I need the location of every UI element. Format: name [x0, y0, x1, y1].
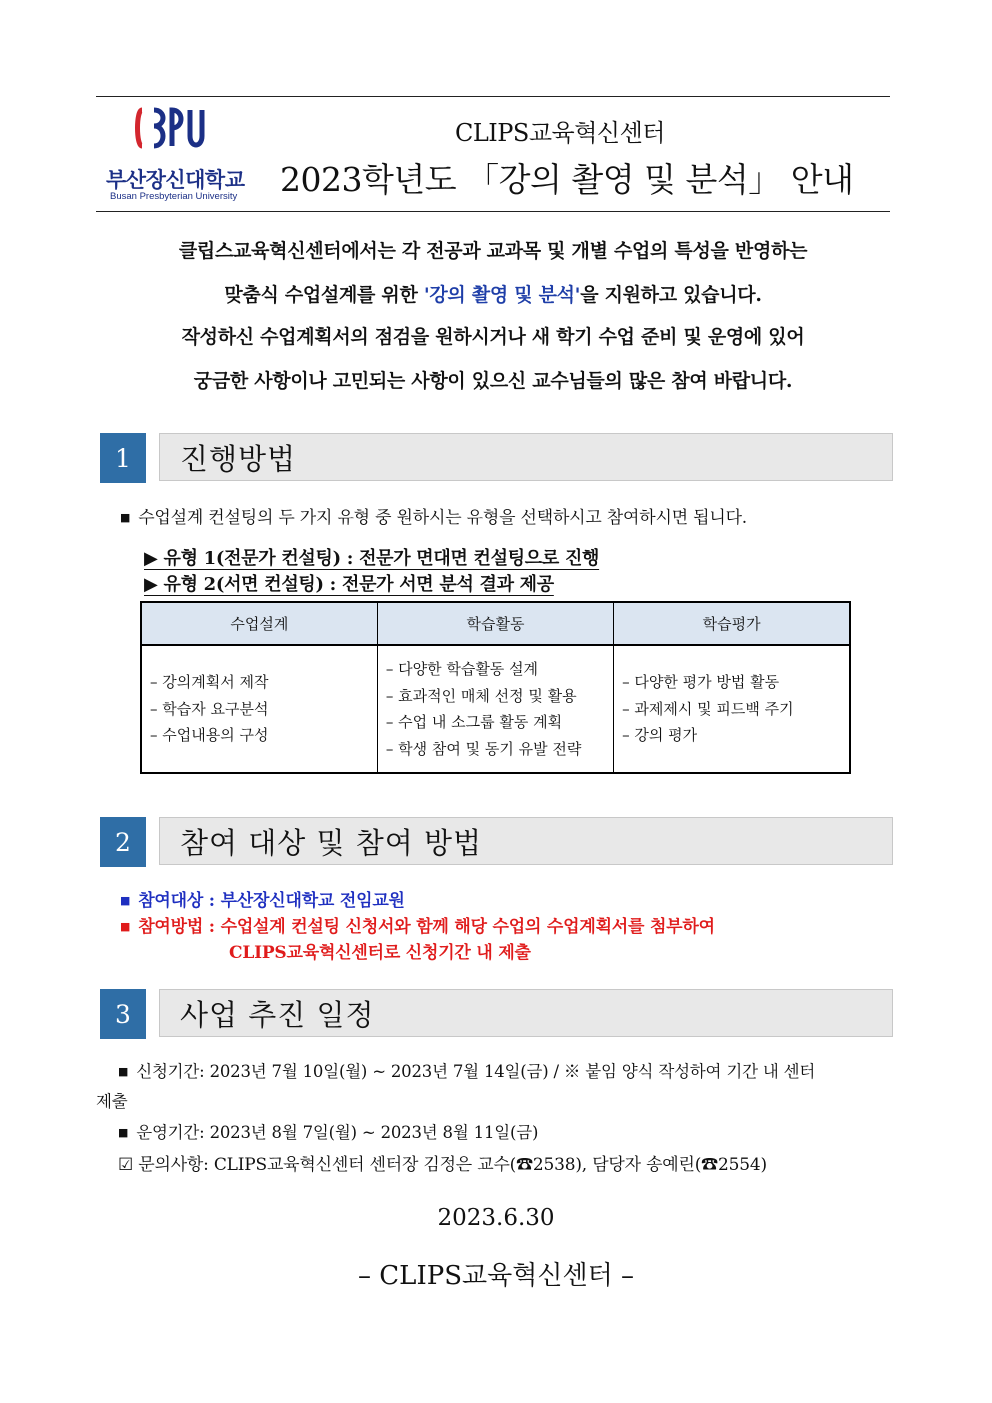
document-date: 2023.6.30	[437, 1205, 555, 1231]
intro-line-1: 클립스교육혁신센터에서는 각 전공과 교과목 및 개별 수업의 특성을 반영하는	[178, 240, 808, 262]
operation-period	[118, 1119, 538, 1143]
square-bullet-icon: ■	[120, 920, 131, 933]
title-rule	[96, 211, 890, 212]
document-title: 2023학년도 「강의 촬영 및 분석」 안내	[280, 160, 854, 199]
participation-method	[120, 912, 715, 937]
section-2-title: 참여 대상 및 참여 방법	[159, 817, 893, 865]
section-1-number: 1	[100, 433, 146, 483]
list-item: – 학습자 요구분석	[150, 699, 269, 718]
type-1-line: ▶ 유형 1(전문가 컨설팅) : 전문가 면대면 컨설팅으로 진행	[144, 548, 600, 569]
center-name: CLIPS교육혁신센터	[455, 119, 665, 147]
square-bullet-icon: ■	[118, 1126, 129, 1139]
list-item: – 과제제시 및 피드백 주기	[622, 699, 794, 718]
square-bullet-icon: ■	[120, 511, 131, 524]
section-2-number: 2	[100, 817, 146, 867]
type-2-line: ▶ 유형 2(서면 컨설팅) : 전문가 서면 분석 결과 제공	[144, 574, 554, 595]
participation-target	[120, 886, 405, 911]
square-bullet-icon: ■	[118, 1065, 129, 1078]
table-row	[141, 645, 850, 773]
participation-method-line-2: CLIPS교육혁신센터로 신청기간 내 제출	[229, 943, 531, 963]
intro-line-2-pre: 맞춤식 수업설계를 위한	[224, 284, 424, 306]
list-item: – 학생 참여 및 동기 유발 전략	[385, 739, 582, 758]
top-rule	[96, 96, 890, 97]
table-header: 수업설계	[141, 602, 377, 645]
section-3-number: 3	[100, 989, 146, 1039]
square-bullet-icon: ■	[120, 894, 131, 907]
operation-period-text: 운영기간: 2023년 8월 7일(월) ~ 2023년 8월 11일(금)	[136, 1123, 539, 1142]
footer-signature: – CLIPS교육혁신센터 –	[358, 1261, 634, 1291]
list-item: – 강의계획서 제작	[150, 673, 269, 692]
table-header: 학습활동	[377, 602, 613, 645]
list-item: – 효과적인 매체 선정 및 활용	[385, 686, 577, 705]
table-cell-design	[141, 645, 377, 773]
section-1-description-text: 수업설계 컨설팅의 두 가지 유형 중 원하시는 유형을 선택하시고 참여하시면 됩니다.	[138, 508, 747, 528]
intro-line-2	[96, 280, 890, 307]
list-item: – 수업내용의 구성	[150, 726, 269, 745]
logo-english-text: Busan Presbyterian University	[110, 191, 238, 202]
list-item: – 강의 평가	[622, 726, 698, 745]
application-period-text: 신청기간: 2023년 7월 10일(월) ~ 2023년 7월 14일(금) / ※ 붙임 양식 작성하여 기간 내 센터	[136, 1062, 816, 1081]
table-header: 학습평가	[614, 602, 850, 645]
logo-korean-text: 부산장신대학교	[106, 168, 245, 192]
section-3-title: 사업 추진 일정	[159, 989, 893, 1037]
contact-info: ☑ 문의사항: CLIPS교육혁신센터 센터장 김정은 교수(☎2538), 담당자 송예린(☎2554)	[118, 1155, 767, 1175]
section-1-title: 진행방법	[159, 433, 893, 481]
participation-method-text: 참여방법 : 수업설계 컨설팅 신청서와 함께 해당 수업의 수업계획서를 첨부하여	[138, 917, 715, 937]
table-header-row	[141, 602, 850, 645]
list-item: – 수업 내 소그룹 활동 계획	[385, 713, 563, 731]
participation-target-text: 참여대상 : 부산장신대학교 전임교원	[138, 891, 405, 911]
intro-line-4: 궁금한 사항이나 고민되는 사항이 있으신 교수님들의 많은 참여 바랍니다.	[193, 370, 793, 392]
intro-line-3: 작성하신 수업계획서의 점검을 원하시거나 새 학기 수업 준비 및 운영에 있어	[181, 326, 805, 348]
university-logo	[104, 104, 245, 204]
application-period	[118, 1058, 815, 1082]
intro-line-2-post: 을 지원하고 있습니다.	[580, 284, 762, 306]
consulting-table	[140, 601, 851, 774]
list-item: – 다양한 평가 방법 활동	[622, 673, 780, 692]
logo-mark-icon	[134, 106, 206, 150]
table-cell-activity	[377, 645, 613, 773]
intro-highlight: '강의 촬영 및 분석'	[423, 284, 581, 306]
application-period-line-2: 제출	[96, 1092, 128, 1111]
section-1-description	[120, 503, 747, 528]
table-cell-evaluation	[614, 645, 850, 773]
list-item: – 다양한 학습활동 설계	[385, 660, 539, 678]
